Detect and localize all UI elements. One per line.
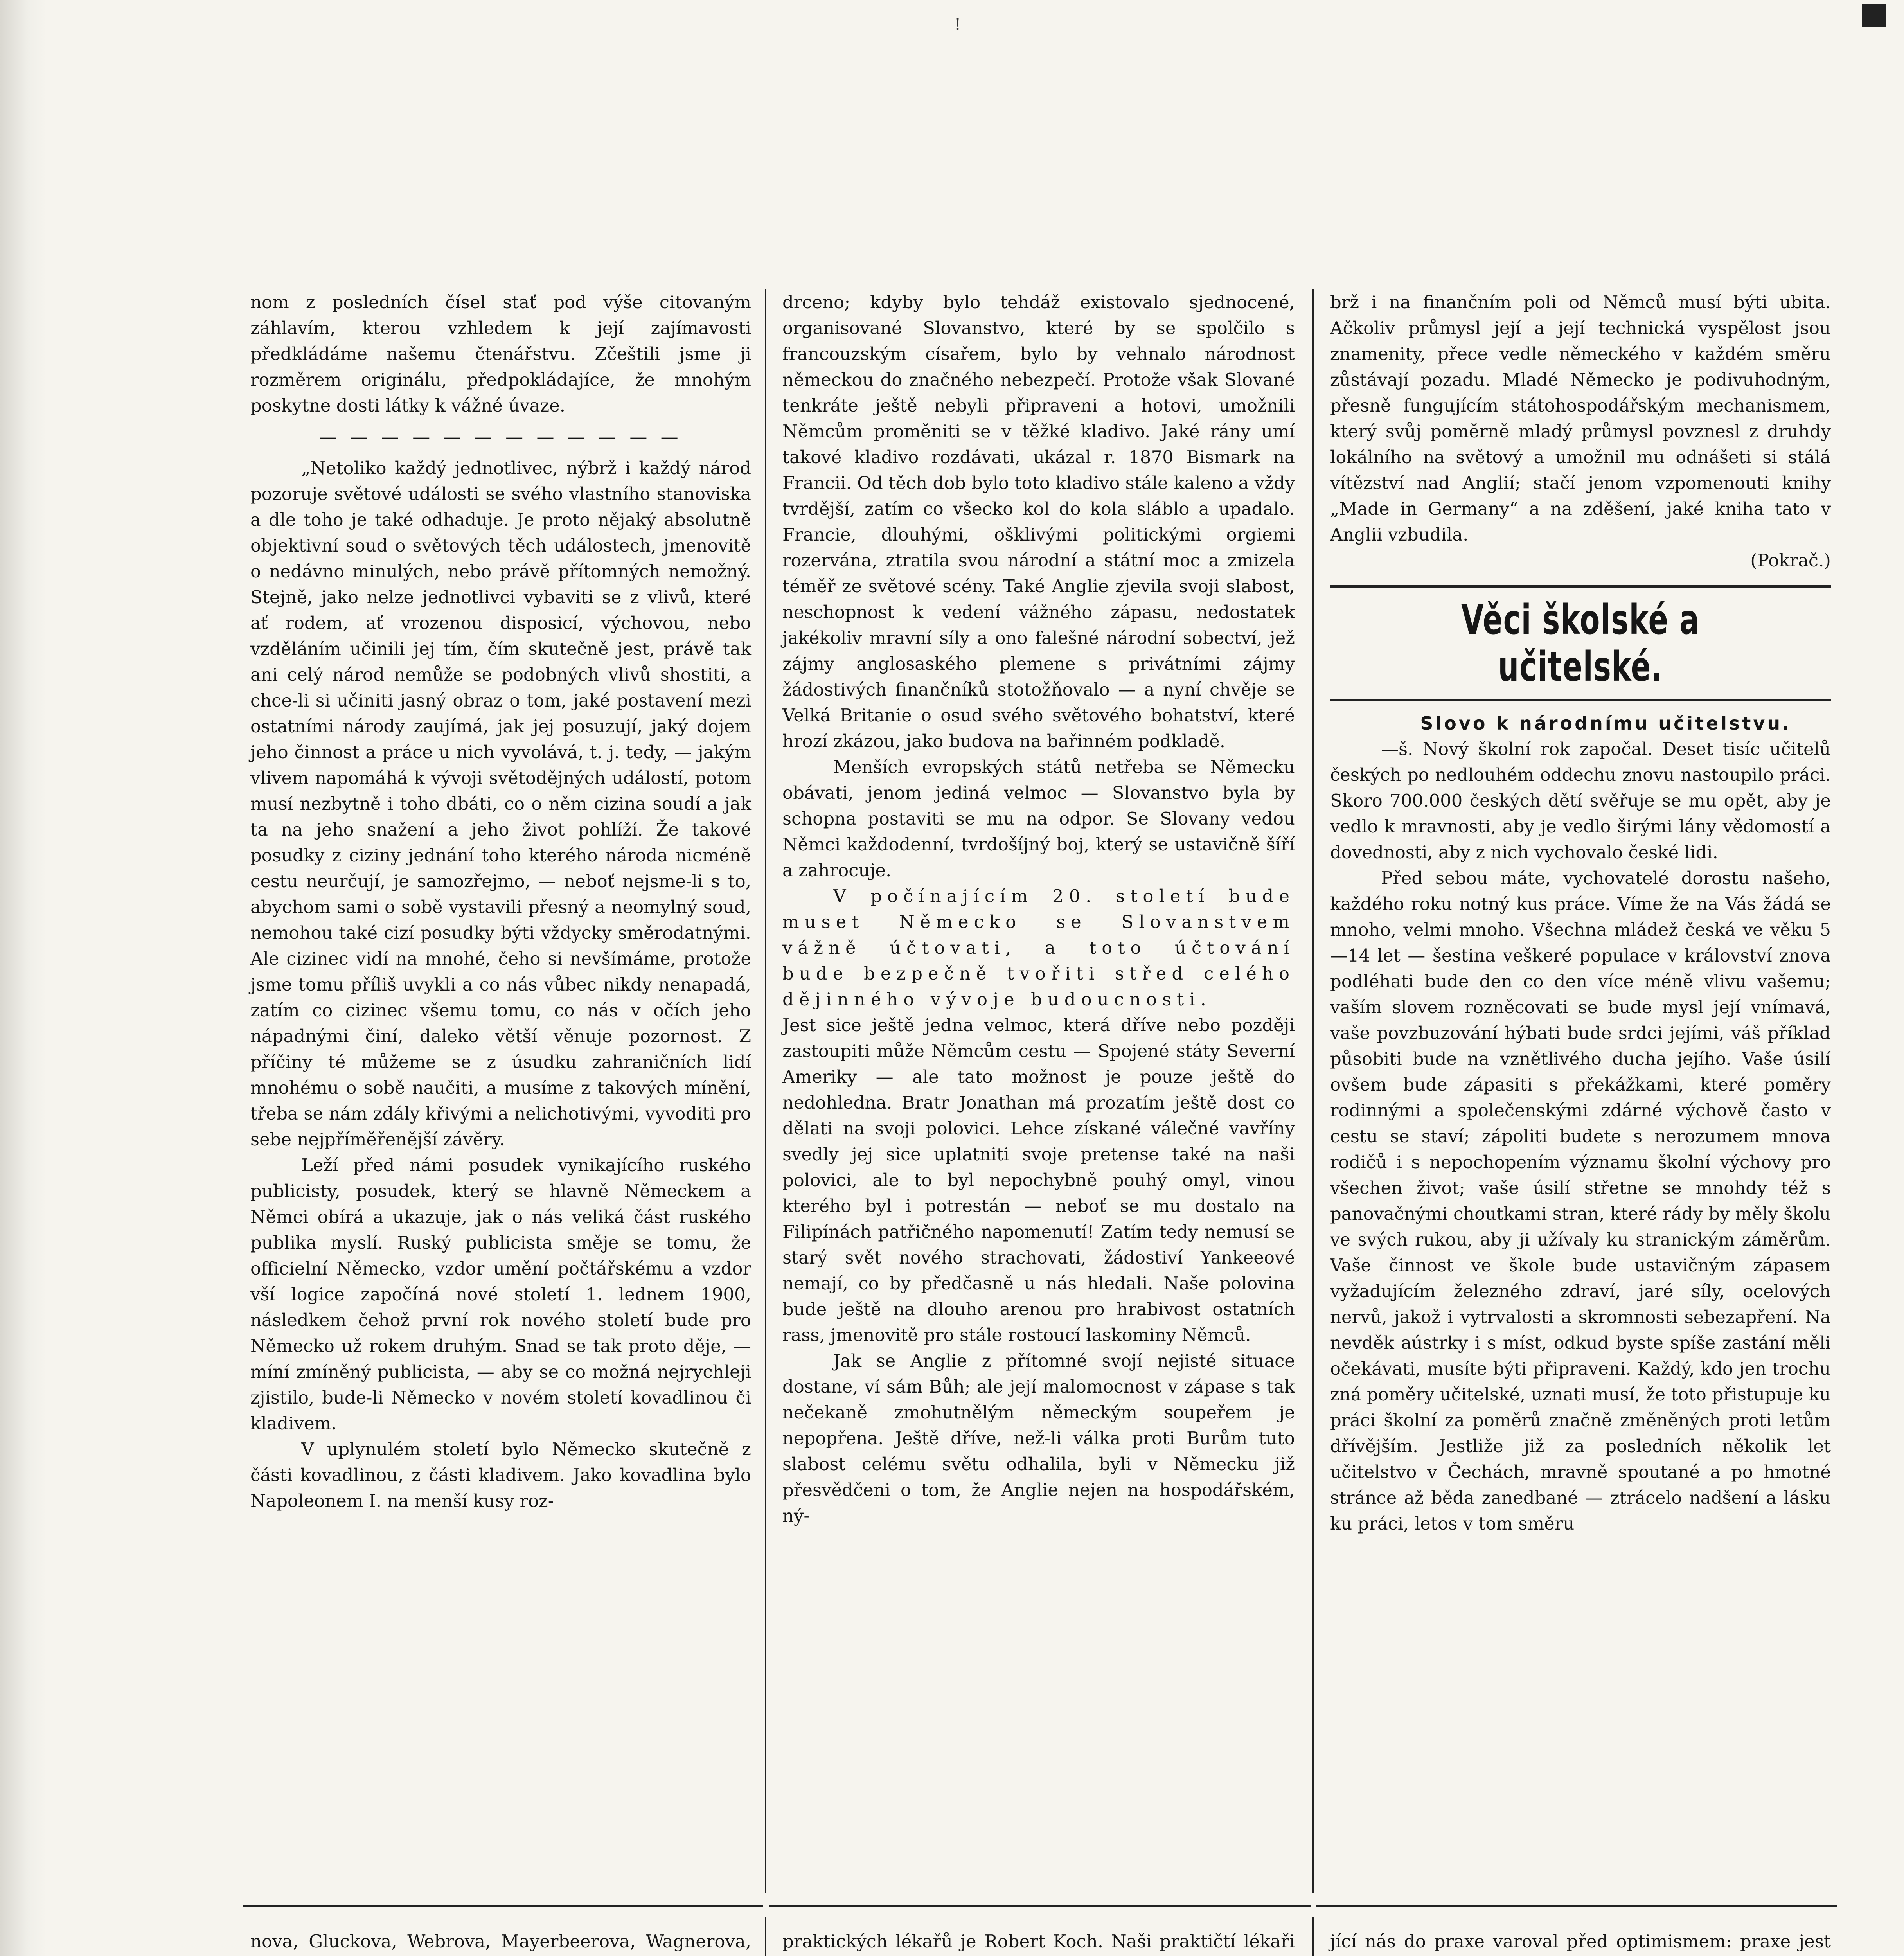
column-1 (250, 289, 751, 1514)
column-3 (1330, 289, 1831, 1537)
continuation-note: (Pokrač.) (1750, 550, 1831, 571)
paragraph: Leží před námi posudek vynikajícího ruského publicisty, posudek, který se hlavně Německem a Němci obírá a ukazuje, jak o nás veliká část ruského publika myslí. Ruský publicista směje se tomu, že officielní Německo, vzdor umění počtářskému a vzdor vší logice započíná nové století 1. lednem 1900, následkem čehož první rok nového století bude pro Německo už rokem druhým. Snad se tak proto děje, — míní zmíněný publicista, — aby se co možná nejrychleji zjistilo, bude-li Německo v novém století kovadlinou či kladivem. (250, 1155, 751, 1434)
column-rule-1 (765, 289, 766, 1893)
section-rule-mid (769, 1905, 1311, 1907)
emphasized-paragraph: V počínajícím 20. století bude muset Německo se Slovanstvem vážně účtovati, a toto účtování bude bezpečně tvořiti střed celého dějinného vývoje budoucnosti. (782, 886, 1295, 1010)
paragraph: drceno; kdyby bylo tehdáž existovalo sjednocené, organisované Slovanstvo, které by se spolčilo s francouzským císařem, bylo by vehnalo národnost německou do značného nebezpečí. Protože však Slované tenkráte ještě nebyli připraveni a hotovi, umožnili Němcům proměniti se v těžké kladivo. Jaké rány umí takové kladivo rozdávati, ukázal r. 1870 Bismark na Francii. Od těch dob bylo toto kladivo stále kaleno a vždy tvrdější, zatím co všecko kol do kola sláblo a upadalo. Francie, dlouhými, ošklivými politickými orgiemi rozervána, ztratila svou národní a státní moc a zmizela téměř ze světové scény. Také Anglie zjevila svoji slabost, neschopnost k vedení vážného zápasu, nedostatek jakékoliv mravní síly a ono falešné národní sobectví, jež zájmy anglosaského plemene s privátními zájmy žádostivých finančníků stotožňovalo — a nyní chvěje se Velká Britanie o osud svého světového bohatství, které hrozí zkázou, jako budova na bařinném podkladě. (782, 292, 1295, 751)
column-rule-2 (1312, 289, 1314, 1893)
paragraph: —š. Nový školní rok započal. Deset tisíc učitelů českých po nedlouhém oddechu znovu nastoupilo práci. Skoro 700.000 českých dětí svěřuje se mu opět, aby je vedlo k mravnosti, aby je vedlo širými lány vědomostí a dovednosti, aby z nich vychovalo české lidi. (1330, 739, 1831, 863)
column-5 (782, 1929, 1295, 1956)
paragraph: brž i na finančním poli od Němců musí býti ubita. Ačkoliv průmysl její a její technická vyspělost jsou znamenity, přece vedle německého v každém směru zůstávají pozadu. Mladé Německo je podivuhodným, přesně fungujícím státohospodářským mechanismem, který svůj poměrně mladý průmysl povznesl z druhdy lokálního na světový a umožnil mu odnášeti si stálá vítězství nad Anglií; stačí jenom vzpomenouti knihy „Made in Germany“ a na zděšení, jaké kniha tato v Anglii vzbudila. (1330, 292, 1831, 545)
scan-corner-mark (1862, 4, 1886, 27)
paragraph: „Netoliko každý jednotlivec, nýbrž i každý národ pozoruje světové události se svého vlastního stanoviska a dle toho je také odhaduje. Je proto nějaký absolutně objektivní soud o světových těch událostech, jmenovitě o nedávno minulých, nebo právě přítomných nemožný. Stejně, jako nelze jednotlivci vybaviti se z vlivů, které ať rodem, ať vrozenou disposicí, výchovou, nebo vzděláním učinili jej tím, čím skutečně jest, právě tak ani celý národ nemůže se podobných vlivů shostiti, a chce-li si učiniti jasný obraz o tom, jaké postavení mezi ostatními národy zaujímá, jak jej posuzují, jaký dojem jeho činnost a práce u nich vyvolává, t. j. tedy, — jakým vlivem napomáhá k vývoji světodějných událostí, potom musí nezbytně i toho dbáti, co o něm cizina soudí a jak ta na jeho snažení a jeho život pohlíží. Že takové posudky z ciziny jednání toho kterého národa nicméně cestu neurčují, je samozřejmo, — neboť nejsme-li s to, abychom sami o sobě vystavili přesný a neomylný soud, nemohou také cizí posudky býti vždycky směrodatnými. Ale cizinec vidí na mnohé, čeho si nevšímáme, protože jsme tomu příliš uvykli a co nás vůbec nikdy nenapadá, zatím co cizinec všemu tomu, co nás v očích jeho nápadnými činí, daleko větší věnuje pozornost. Z příčiny té můžeme se z úsudku zahraničních lidí mnohému o sobě naučiti, a musíme z takových mínění, třeba se nám zdály křivými a nelichotivými, vyvoditi pro sebe nejpříměřenější závěry. (250, 458, 751, 1150)
paragraph: praktických lékařů je Robert Koch. Naši praktičtí lékaři (782, 1931, 1295, 1952)
section-heading-box (1330, 585, 1831, 701)
paragraph: Jest sice ještě jedna velmoc, která dříve nebo později zastoupiti může Němcům cestu — Spojené státy Severní Ameriky — ale tato možnost je pouze ještě do nedohledna. Bratr Jonathan má prozatím ještě dost co dělati na svoji polovici. Lehce získané válečné vavříny svedly jej sice uplatniti svoje pretense také na naši polovici, ale to byl nepochybně pouhý omyl, vinou kterého byl i potrestán — neboť se mu dostalo na Filipínách patřičného napomenutí! Zatím tedy nemusí se starý svět nového strachovati, žádostiví Yankeeové nemají, co by předčasně u nás hledali. Naše polovina bude ještě na dlouho arenou pro hrabivost ostatních rass, jmenovitě pro stále rostoucí laskominy Němců. (782, 1015, 1295, 1345)
section-rule-right (1316, 1905, 1837, 1907)
paragraph: Před sebou máte, vychovatelé dorostu našeho, každého roku notný kus práce. Víme že na Vás žádá se mnoho, velmi mnoho. Všechna mládež česká ve věku 5—14 let — šestina veškeré populace v království znova podléhati bude den co den více méně vlivu vašemu; vaším slovem rozněcovati se bude mysl její vnímavá, vaše povzbuzování hýbati bude srdci jejími, váš příklad působiti bude na vznětlivého ducha jejího. Vaše úsilí ovšem bude zápasiti s překážkami, které poměry rodinnými a společenskými zdárné výchově často v cestu se staví; zápoliti budete s nerozumem mnova rodičů i s nepochopením významu školní výchovy pro všechen život; vaše úsilí střetne se mnohdy též s panovačnými choutkami stran, které rády by měly školu ve svých rukou, aby ji užívaly ku stranickým záměrům. Vaše činnost ve škole bude ustavičným zápasem vyžadujícím železného zdraví, jaré síly, ocelových nervů, jakož i vytrvalosti a skromnosti sebezapření. Na nevděk aústrky i s míst, odkud byste spíše zastání měli očekávati, musíte býti připraveni. Každý, kdo jen trochu zná poměry učitelské, uznati musí, že toto přistupuje ku práci školní za poměrů značně změněných proti letům dřívějším. Jestliže již za posledních několik let učitelstvo v Čechách, mravně spoutané a po hmotné stránce až běda zanedbané — ztrácelo nadšení a lásku ku práci, letos v tom směru (1330, 868, 1831, 1534)
column-rule-3 (765, 1917, 766, 1956)
section-rule-left (243, 1905, 763, 1907)
section-title: Věci školské a učitelské. (1461, 596, 1700, 690)
top-mark: ! (955, 16, 961, 34)
paragraph: Menších evropských států netřeba se Německu obávati, jenom jediná velmoc — Slovanstvo byla by schopna postaviti se mu na odpor. Se Slovany vedou Němci každodenní, tvrdošíjný boj, který se ustavičně šíří a zahrocuje. (782, 757, 1295, 881)
paragraph: nom z posledních čísel stať pod výše citovaným záhlavím, kterou vzhledem k její zajímavosti předkládáme našemu čtenářstvu. Zčeštili jsme ji rozměrem originálu, předpokládajíce, že mnohým poskytne dosti látky k vážné úvaze. (250, 292, 751, 416)
column-4 (250, 1929, 751, 1956)
scan-left-edge (0, 0, 47, 1956)
paragraph: Jak se Anglie z přítomné svojí nejisté situace dostane, ví sám Bůh; ale její malomocnost v zápase s tak nečekaně zmohutnělým německým soupeřem je nepopřena. Ještě dříve, než-li válka proti Burům tuto slabost celému světu odhalila, byli v Německu již přesvědčeni o tom, že Anglie nejen na hospodářském, ný- (782, 1350, 1295, 1526)
paragraph: jící nás do praxe varoval před optimismem: praxe jest (1330, 1931, 1831, 1952)
column-2 (782, 289, 1295, 1529)
paragraph: nova, Gluckova, Webrova, Mayerbeerova, Wagnerova, (250, 1931, 751, 1952)
paragraph: V uplynulém století bylo Německo skutečně z části kovadlinou, z části kladivem. Jako kovadlina bylo Napoleonem I. na menší kusy roz- (250, 1439, 751, 1511)
column-rule-4 (1312, 1917, 1314, 1956)
subsection-title: Slovo k národnímu učitelstvu. (1420, 713, 1792, 734)
column-6 (1330, 1929, 1831, 1956)
separator-dashes: — — — — — — — — — — — — (319, 426, 682, 447)
